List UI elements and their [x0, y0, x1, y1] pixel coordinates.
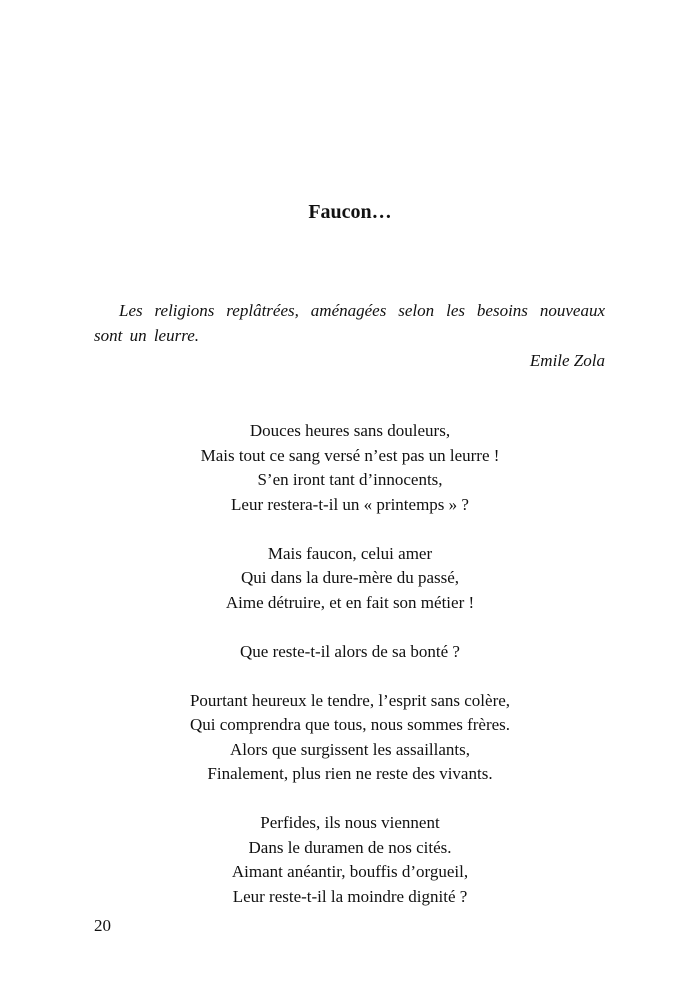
stanza-5	[0, 811, 700, 909]
verse: Finalement, plus rien ne reste des vivants.	[207, 764, 493, 783]
epigraph-quote: Les religions replâtrées, aménagées selon les besoins nouveaux sont un leurre.	[94, 301, 605, 345]
page-title: Faucon…	[308, 201, 392, 223]
stanza-2	[0, 542, 700, 616]
verse: Qui comprendra que tous, nous sommes frères.	[189, 715, 511, 734]
verse: Douces heures sans douleurs,	[249, 421, 451, 440]
stanza-4	[0, 689, 700, 787]
verse: Leur restera-t-il un « printemps » ?	[231, 494, 469, 514]
verse: Mais tout ce sang versé n’est pas un leurre !	[200, 445, 500, 465]
stanza-3	[0, 640, 700, 665]
page-number: 20	[94, 916, 111, 935]
epigraph-author: Emile Zola	[529, 351, 605, 370]
poem	[0, 419, 700, 934]
verse: Qui dans la dure-mère du passé,	[240, 568, 460, 587]
verse: Dans le duramen de nos cités.	[248, 837, 452, 857]
verse: Mais faucon, celui amer	[267, 543, 433, 563]
verse: Alors que surgissent les assaillants,	[229, 739, 471, 759]
verse: Leur reste-t-il la moindre dignité ?	[232, 886, 468, 906]
stanza-1	[0, 419, 700, 517]
verse: S’en iront tant d’innocents,	[257, 470, 443, 489]
verse: Pourtant heureux le tendre, l’esprit sans colère,	[189, 690, 511, 710]
verse: Aime détruire, et en fait son métier !	[225, 592, 475, 612]
verse: Que reste-t-il alors de sa bonté ?	[240, 641, 460, 661]
epigraph	[94, 298, 605, 373]
verse: Aimant anéantir, bouffis d’orgueil,	[231, 862, 469, 881]
verse: Perfides, ils nous viennent	[260, 813, 440, 832]
